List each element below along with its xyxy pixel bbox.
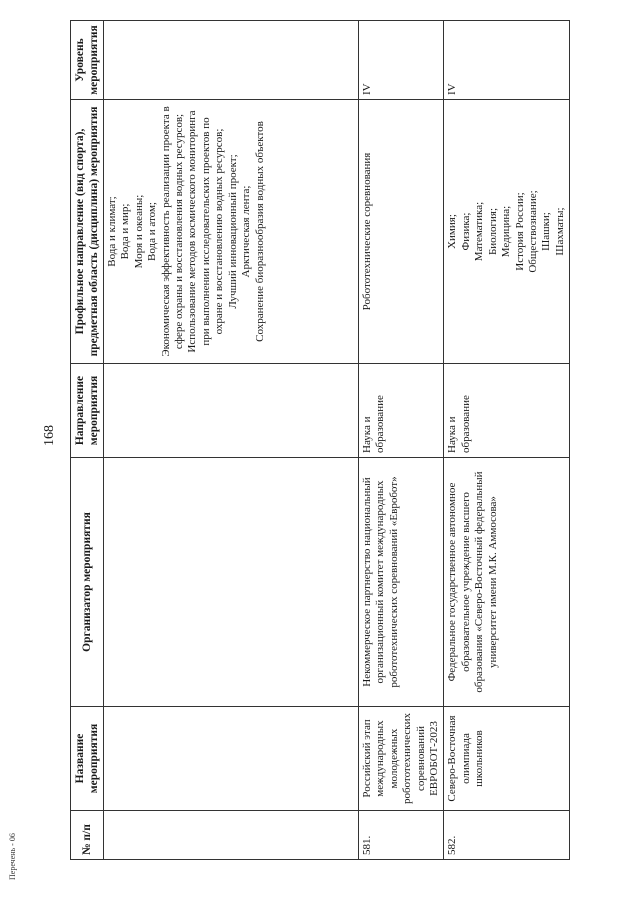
cell-direction: Наука и образование [444, 364, 570, 458]
profile-item: Биология; [486, 207, 499, 256]
profile-item: Сохранение биоразнообразия водных объектов [253, 121, 266, 342]
cell-organizer: Некоммерческое партнерство национальный организационный комитет международных робототехнических соревнований «Евробот» [359, 458, 444, 707]
cell-organizer [104, 458, 359, 707]
header-organizer: Организатор мероприятия [71, 458, 104, 707]
profile-item: Обществознание; [526, 190, 539, 273]
cell-profile [359, 100, 444, 364]
table-header-row [71, 21, 104, 860]
profile-item: Физика; [459, 212, 472, 251]
cell-level: IV [444, 21, 570, 100]
header-profile: Профильное направление (вид спорта), предметная область (дисциплина) мероприятия [71, 100, 104, 364]
profile-item: Экономическая эффективность реализации проекта в сфере охраны и восстановления водных ресурсов; [159, 106, 186, 357]
profile-item: Лучший инновационный проект; [226, 154, 239, 309]
cell-name [104, 707, 359, 811]
profile-item: Математика; [473, 201, 486, 262]
profile-item: Робототехнические соревнования [361, 152, 374, 311]
table-row-continuation [104, 21, 359, 860]
cell-num: 582. [444, 811, 570, 860]
cell-direction: Наука и образование [359, 364, 444, 458]
profile-item: Моря и океаны; [132, 194, 145, 269]
footer-text: Перечень - 06 [8, 833, 17, 880]
profile-item: Вода и климат; [106, 196, 119, 267]
page-number: 168 [42, 425, 57, 446]
cell-name: Российский этап международных молодежных робототехнических соревнований ЕВРОБОТ-2023 [359, 707, 444, 811]
header-level: Уровень мероприятия [71, 21, 104, 100]
rotated-table-container [70, 25, 600, 860]
cell-level: IV [359, 21, 444, 100]
events-table [70, 20, 570, 860]
cell-profile [104, 100, 359, 364]
header-num: № п/п [71, 811, 104, 860]
cell-num: 581. [359, 811, 444, 860]
profile-item: Медицина; [500, 205, 513, 258]
cell-direction [104, 364, 359, 458]
profile-item: Вода и атом; [146, 202, 159, 261]
header-name: Название мероприятия [71, 707, 104, 811]
cell-organizer: Федеральное государственное автономное образовательное учреждение высшего образования «Северо-Восточный федеральный университет имени М.К. Аммосова» [444, 458, 570, 707]
profile-item: Вода и мир; [119, 203, 132, 260]
profile-item: Использование методов космического мониторинга при выполнении исследовательских проектов по охране и восстановлению водных ресурсов; [186, 110, 226, 353]
profile-item: Шахматы; [553, 207, 566, 256]
profile-item: Арктическая лента; [240, 185, 253, 278]
cell-level [104, 21, 359, 100]
cell-profile [444, 100, 570, 364]
profile-item: Шашки; [540, 212, 553, 251]
cell-name: Северо-Восточная олимпиада школьников [444, 707, 570, 811]
profile-item: Химия; [446, 214, 459, 249]
table-row [444, 21, 570, 860]
header-direction: Направление мероприятия [71, 364, 104, 458]
cell-num [104, 811, 359, 860]
table-row [359, 21, 444, 860]
profile-item: История России; [513, 192, 526, 271]
